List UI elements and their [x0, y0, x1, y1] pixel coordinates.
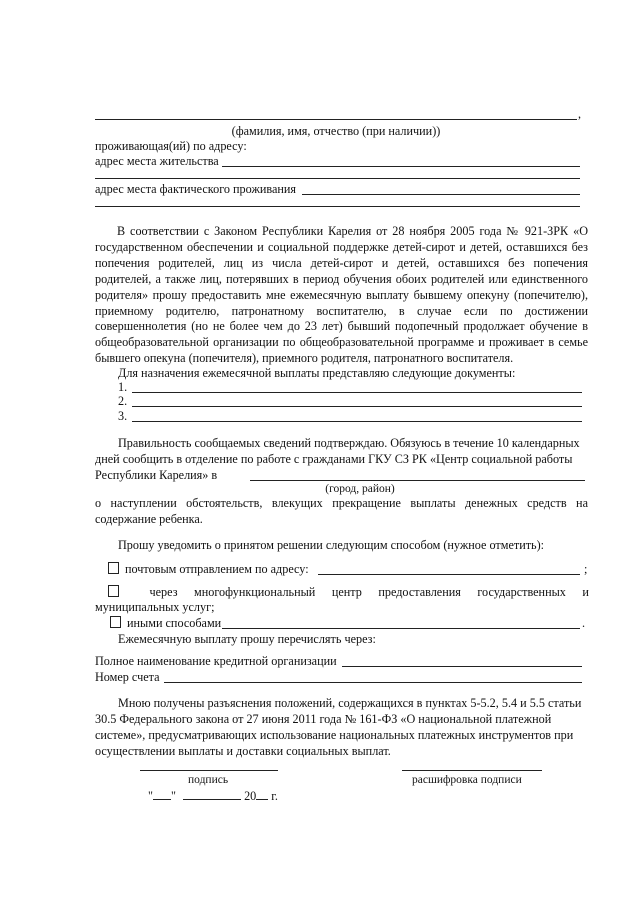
main-paragraph: В соответствии с Законом Республики Карелия от 28 ноября 2005 года № 921-ЗРК «О государственном обеспечении и социальной поддержке детей-сирот и детей, оставшихся без попечения родителей, лиц из числа детей-сирот и детей, оставшихся без попечения родителей, а также лиц, потерявших в период обучения обоих родителей или единственного родителя» прошу предоставить мне ежемесячную выплату бывшему опекуну (попечителю), приемному родителю, патронатному воспитателю, в случае если по достижении совершеннолетия (но не более чем до 23 лет) бывший подопечный продолжает обучение в общеобразовательной организации по общеобразовательной программе и проживает в семье бывшего опекуна (попечителя), приемного родителя, патронатного воспитателя.	[95, 224, 588, 366]
checkbox-mfc[interactable]	[108, 585, 119, 597]
notify-option-mfc[interactable]	[108, 585, 589, 600]
actual-residence-line[interactable]	[302, 194, 580, 195]
mfc-word-2: многофункциональный	[194, 585, 316, 599]
mfc-word-5: государственных	[477, 585, 566, 599]
document-item-2: 2.	[118, 394, 128, 408]
consent-line-4: осуществлении выплаты и доставки социальных выплат.	[95, 744, 391, 758]
fio-line[interactable]	[95, 119, 577, 120]
notify-option-mfc-line2: муниципальных услуг;	[95, 600, 215, 614]
consent-line-2: 30.5 Федерального закона от 27 июня 2011 года № 161-ФЗ «О национальной платежной	[95, 712, 552, 726]
notify-option-post-label: почтовым отправлением по адресу:	[125, 562, 309, 576]
actual-residence-label: адрес места фактического проживания	[95, 182, 297, 196]
checkbox-post[interactable]	[108, 562, 119, 574]
date-day-blank[interactable]	[153, 789, 171, 800]
actual-residence-line-2[interactable]	[95, 206, 580, 207]
residence-line-2[interactable]	[95, 178, 580, 179]
document-item-1: 1.	[118, 380, 128, 394]
date-quote-close: "	[170, 789, 176, 803]
bank-label: Полное наименование кредитной организации	[95, 654, 337, 668]
consent-line-1: Мною получены разъяснения положений, содержащихся в пунктах 5-5.2, 5.4 и 5.5 статьи	[118, 696, 582, 710]
other-method-line[interactable]	[222, 628, 580, 629]
other-method-period: .	[582, 616, 586, 630]
post-semicolon: ;	[584, 562, 588, 576]
fio-caption: (фамилия, имя, отчество (при наличии))	[231, 124, 441, 138]
document-line-2[interactable]	[132, 406, 582, 407]
document-line-1[interactable]	[132, 392, 582, 393]
date-year-blank[interactable]	[256, 789, 268, 800]
signature-line[interactable]	[140, 770, 278, 771]
document-line-3[interactable]	[132, 421, 582, 422]
decoding-line[interactable]	[402, 770, 542, 771]
date-field[interactable]	[148, 789, 278, 804]
mfc-word-3: центр	[331, 585, 362, 599]
notify-option-other[interactable]	[110, 616, 221, 631]
confirmation-line-1: Правильность сообщаемых сведений подтверждаю. Обязуюсь в течение 10 календарных	[118, 436, 580, 450]
confirmation-line-4	[95, 496, 588, 511]
payment-intro: Ежемесячную выплату прошу перечислять через:	[118, 632, 376, 646]
city-line[interactable]	[250, 480, 585, 481]
notify-intro: Прошу уведомить о принятом решении следующим способом (нужное отметить):	[118, 538, 545, 552]
bank-line[interactable]	[342, 666, 582, 667]
document-item-3: 3.	[118, 409, 128, 423]
account-label: Номер счета	[95, 670, 160, 684]
city-caption: (город, район)	[325, 483, 395, 495]
date-year-suffix: г.	[271, 789, 278, 803]
mfc-word-6: и	[582, 585, 589, 599]
fio-comma: ,	[578, 107, 582, 121]
date-quote-open: "	[148, 789, 153, 803]
confirmation-line-2: дней сообщить в отделение по работе с гражданами ГКУ СЗ РК «Центр социальной работы	[95, 452, 573, 466]
date-month-blank[interactable]	[183, 789, 241, 800]
account-line[interactable]	[164, 682, 582, 683]
notify-option-other-label: иными способами	[127, 616, 222, 630]
confirmation-line-5: содержание ребенка.	[95, 512, 203, 526]
post-address-line[interactable]	[318, 574, 580, 575]
residence-line[interactable]	[222, 166, 580, 167]
living-label: проживающая(ий) по адресу:	[95, 139, 247, 153]
notify-option-post[interactable]	[108, 562, 309, 577]
consent-line-3: системе», предусматривающих использование национальных платежных инструментов при	[95, 728, 574, 742]
decoding-caption: расшифровка подписи	[412, 774, 522, 786]
signature-caption: подпись	[188, 774, 229, 786]
mfc-word-4: предоставления	[378, 585, 461, 599]
checkbox-other[interactable]	[110, 616, 121, 628]
confirmation-line-4-text: о наступлении обстоятельств, влекущих прекращение выплаты денежных средств на	[95, 496, 588, 510]
date-year-prefix: 20	[244, 789, 257, 803]
residence-label: адрес места жительства	[95, 154, 219, 168]
confirmation-line-3: Республики Карелия» в	[95, 468, 218, 482]
documents-intro: Для назначения ежемесячной выплаты представляю следующие документы:	[118, 366, 516, 380]
mfc-word-1: через	[149, 585, 178, 599]
